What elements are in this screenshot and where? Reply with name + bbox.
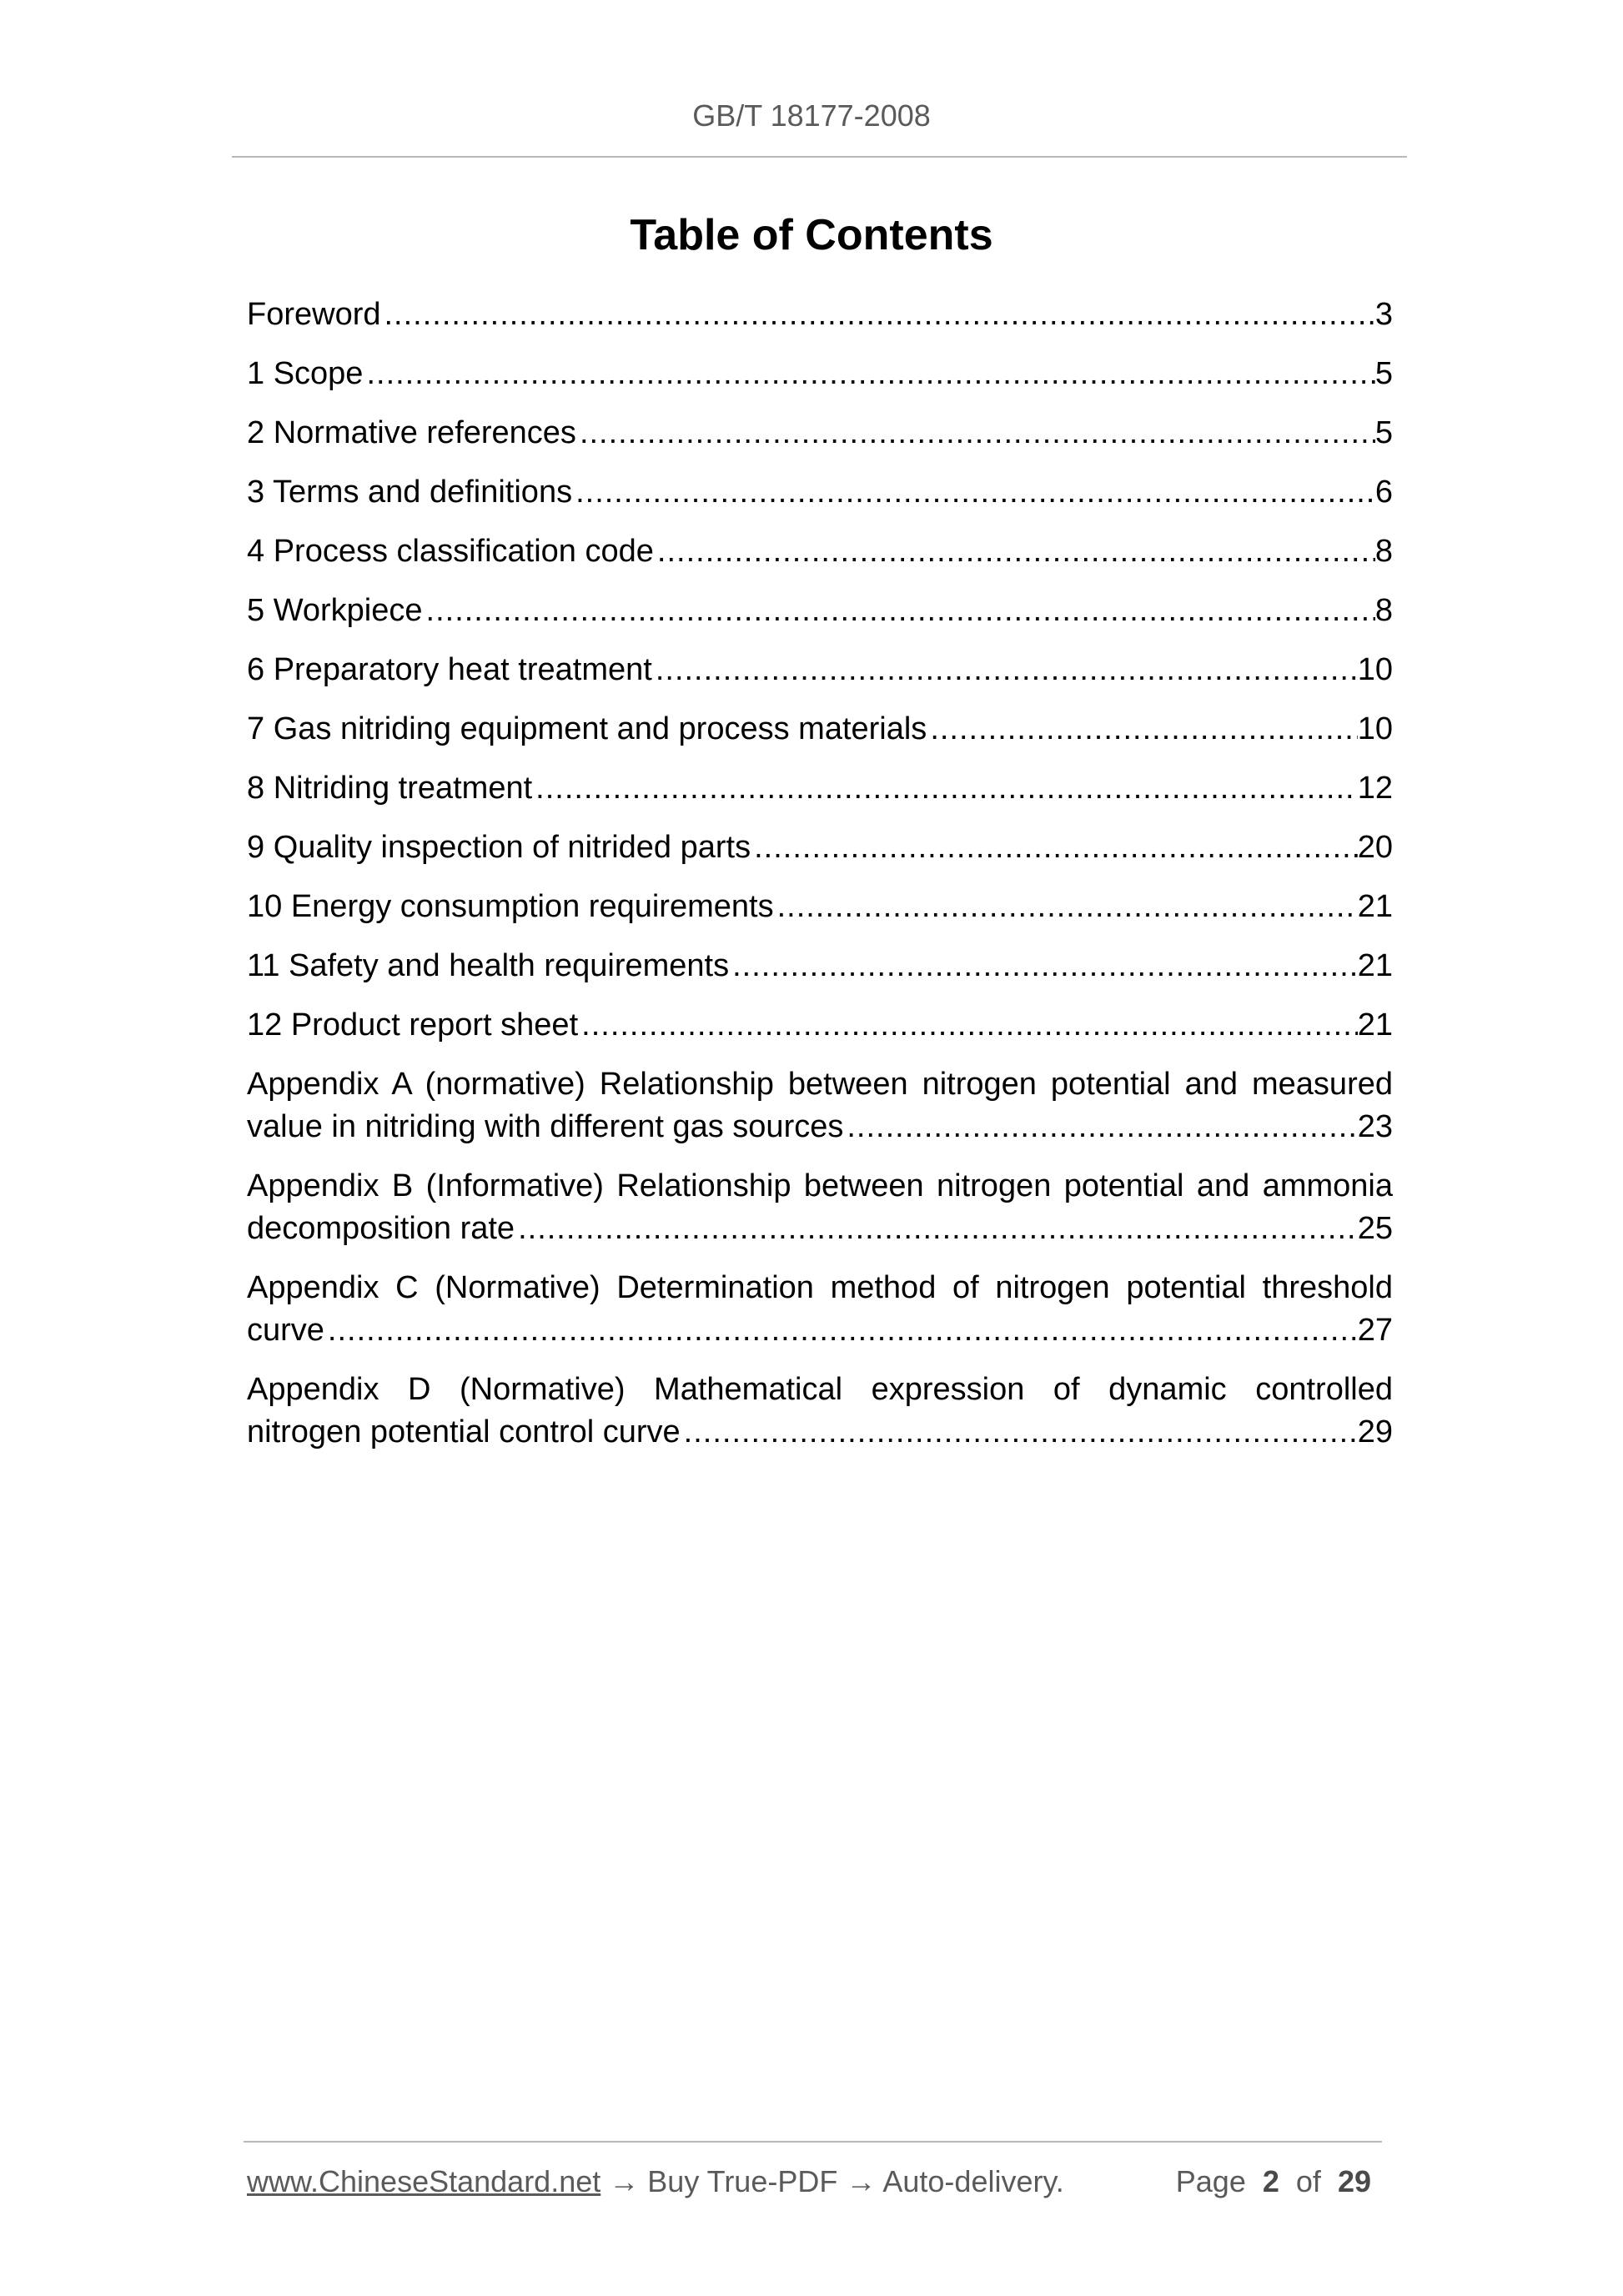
dot-leader [572,471,1375,514]
dot-leader [751,826,1358,869]
toc-entry-product-report-sheet[interactable] [247,1004,1393,1047]
page-number [1176,2164,1371,2199]
toc-entry-label-line2-row [247,1208,1393,1250]
toc-entry-label: 10 Energy consumption requirements [247,889,774,924]
dot-leader [578,1004,1358,1047]
toc-title: Table of Contents [630,211,993,259]
toc-entry-page: 29 [1357,1414,1393,1449]
toc-entry-label: 7 Gas nitriding equipment and process materials [247,711,927,746]
toc-entry-scope[interactable] [247,353,1393,395]
dot-leader [324,1309,1358,1352]
toc-entry-page: 21 [1357,889,1393,924]
toc-entry-label: Foreword [247,297,381,332]
toc-entry-page: 20 [1357,830,1393,865]
toc-entry-page: 25 [1357,1211,1393,1246]
toc-entry-page: 10 [1357,652,1393,687]
dot-leader [774,886,1358,928]
toc-entry-label-line1: Appendix B (Informative) Relationship between nitrogen potential and ammonia [247,1168,1393,1203]
toc-entry-normative-references[interactable] [247,412,1393,455]
toc-entry-label-line2-row [247,1106,1393,1148]
arrow-right-icon: → [609,2164,640,2198]
toc-entry-label-line2: curve [247,1313,324,1348]
toc-entry-terms-and-definitions[interactable] [247,471,1393,514]
page-footer [247,2164,1381,2199]
buy-true-pdf-text: Buy True-PDF [647,2164,838,2198]
dot-leader [515,1208,1358,1250]
dot-leader [652,649,1358,691]
toc-entry-page: 8 [1374,534,1393,569]
toc-entry-label: 5 Workpiece [247,593,423,628]
toc-entry-label-line1: Appendix D (Normative) Mathematical expression of dynamic controlled [247,1372,1393,1407]
toc-entry-workpiece[interactable] [247,590,1393,632]
toc-entry-appendix-b[interactable] [247,1165,1393,1250]
toc-entry-label-line2: nitrogen potential control curve [247,1414,681,1449]
dot-leader [927,708,1357,751]
toc-entry-page: 21 [1357,1007,1393,1042]
toc-entry-page: 6 [1374,475,1393,510]
toc-entry-label-line2: value in nitriding with different gas sources [247,1109,844,1144]
toc-entry-label: 9 Quality inspection of nitrided parts [247,830,751,865]
dot-leader [843,1106,1357,1148]
toc-entry-page: 3 [1374,297,1393,332]
auto-delivery-text: Auto-delivery. [882,2164,1064,2198]
toc-entry-label: 6 Preparatory heat treatment [247,652,652,687]
page-current: 2 [1262,2164,1279,2198]
toc-entry-label: 4 Process classification code [247,534,654,569]
arrow-right-icon: → [846,2164,877,2198]
dot-leader [576,412,1375,455]
toc-entry-label-line1: Appendix C (Normative) Determination method of nitrogen potential threshold [247,1270,1393,1305]
toc-entry-quality-inspection[interactable] [247,826,1393,869]
toc-entry-label: 3 Terms and definitions [247,475,573,510]
toc-entry-page: 10 [1357,711,1393,746]
toc-entry-label: 11 Safety and health requirements [247,948,730,983]
toc-entry-appendix-c[interactable] [247,1267,1393,1352]
toc-entry-label-line2-row [247,1309,1393,1352]
page-total: 29 [1337,2164,1371,2198]
footer-divider [244,2141,1382,2143]
toc-entry-label: 12 Product report sheet [247,1007,579,1042]
toc-entry-appendix-d[interactable] [247,1369,1393,1454]
table-of-contents [247,294,1393,1470]
toc-entry-process-classification-code[interactable] [247,530,1393,573]
chinese-standard-link[interactable]: www.ChineseStandard.net [247,2164,601,2198]
toc-entry-page: 12 [1357,771,1393,806]
toc-entry-energy-consumption[interactable] [247,886,1393,928]
header-divider [232,156,1407,158]
toc-entry-safety-and-health[interactable] [247,945,1393,987]
toc-entry-page: 8 [1374,593,1393,628]
toc-entry-page: 23 [1357,1109,1393,1144]
toc-entry-label: 1 Scope [247,356,364,391]
dot-leader [532,767,1358,810]
toc-entry-foreword[interactable] [247,294,1393,336]
toc-entry-page: 5 [1374,415,1393,450]
page-word: Page [1175,2164,1246,2198]
dot-leader [363,353,1374,395]
of-word: of [1295,2164,1321,2198]
dot-leader [729,945,1358,987]
toc-entry-label-line1: Appendix A (normative) Relationship between nitrogen potential and measured [247,1067,1393,1102]
toc-entry-page: 5 [1374,356,1393,391]
dot-leader [381,294,1375,336]
toc-entry-label: 8 Nitriding treatment [247,771,533,806]
toc-entry-label-line2-row [247,1411,1393,1454]
toc-entry-nitriding-treatment[interactable] [247,767,1393,810]
toc-entry-appendix-a[interactable] [247,1063,1393,1148]
toc-entry-label-line2: decomposition rate [247,1211,515,1246]
toc-entry-preparatory-heat-treatment[interactable] [247,649,1393,691]
toc-entry-gas-nitriding-equipment[interactable] [247,708,1393,751]
dot-leader [423,590,1375,632]
toc-entry-page: 21 [1357,948,1393,983]
dot-leader [654,530,1375,573]
toc-entry-page: 27 [1357,1313,1393,1348]
document-id-header: GB/T 18177-2008 [692,98,931,133]
dot-leader [681,1411,1358,1454]
toc-entry-label: 2 Normative references [247,415,576,450]
